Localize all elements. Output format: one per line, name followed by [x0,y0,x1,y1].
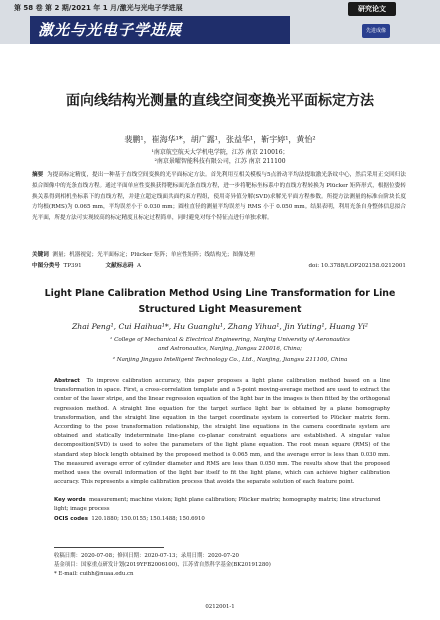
abstract-english-text: To improve calibration accuracy, this paper proposes a light plane calibration method based on a line transformation in space. First, a cross-correlation template and a 5-point moving-average method are used to extract the center of the laser stripe, and the linear regression equation of the light bar in the images is then fitted by the orthogonal regression method. A straight line equation for the target surface light bar is obtained by a plane homography transformation, and the straight line equation in the target coordinate system is converted to Plücker matrix form. According to the pose transformation relationship, the straight line equations in the camera coordinate system are obtained and statically indeterminate line-plane co-planar constraint equations are established. A singular value decomposition(SVD) is used to solve the parameters of the light plane equation. The root mean square (RMS) of the standard step block length obtained by the proposed method is 0.065 mm, and the average error is less than 0.030 mm. The measured average error of cylinder diameter and RMS are less than 0.050 mm. The results show that the proposed method uses the overall information of the light bar itself to fit the light plane, which can achieve higher calibration accuracy. This represents a simple calibration process that avoids the separate solution of each feature point. [54,378,391,486]
clc-value: TP391 [63,263,82,269]
doi: doi: 10.3788/LOP202158.0212001 [308,263,406,269]
abstract-chinese [32,170,406,224]
page-number: 0212001-1 [205,604,235,610]
keywords-english-text: measurement; machine vision; light plane calibration; Plücker matrix; homography matrix; line structured light; image process [54,497,381,512]
affiliation-english-1: ¹ College of Mechanical & Electrical Engineering, Nanjing University of Aeronautics [110,337,350,343]
keywords-english [54,496,390,514]
affiliation-chinese-2: ²南京景曜智能科技有限公司，江苏 南京 211100 [154,158,286,165]
journal-tag: 先进成像 [362,24,390,38]
ocis-label: OCIS codes [54,516,88,522]
section-badge: 研究论文 [348,2,396,16]
footnote-funding: 基金项目：国家重点研发计划(2019YFB2006100)、江苏省自然科学基金(BK20191280) [54,562,271,568]
authors-english: Zhai Peng¹, Cui Haihua¹*, Hu Guanglu¹, Zhang Yihua¹, Jin Yuting¹, Huang Yi² [72,322,368,331]
authors-chinese: 裴鹏¹，崔海华¹*，胡广露¹，张益华¹，靳宇婷¹，黄怡² [124,135,316,144]
footnote-dates: 收稿日期：2020-07-08；修回日期：2020-07-13；录用日期：2020-07-20 [54,553,239,559]
affiliation-english-2: and Astronautics, Nanjing, Jiangsu 210016, China; [158,346,302,352]
keywords-chinese-text: 测量；机器视觉；光平面标定；Plücker 矩阵；单应性矩阵；线结构光；图像处理 [52,252,255,258]
footnote-email: * E-mail: cuihh@nuaa.edu.cn [54,571,134,577]
journal-banner: 激光与光电子学进展 [30,16,290,44]
footnote-divider [54,547,164,548]
abstract-chinese-label: 摘要 [32,172,44,178]
ocis-codes [54,515,390,524]
title-chinese: 面向线结构光测量的直线空间变换光平面标定方法 [66,93,374,109]
issue-info: 第 58 卷 第 2 期/2021 年 1 月/激光与光电子学进展 [14,4,183,12]
abstract-english-label: Abstract [54,378,80,384]
abstract-chinese-text: 为提高标定精度，提出一种基于直线空间变换的光平面标定方法。首先利用互相关模板与5点滑动平均法提取激光条纹中心，然后采用正交回归法拟合图像中的光条直线方程。通过平面单应性变换获得靶标面光条直线方程，进一步将靶标坐标系中的直线方程转换为 Plücker 矩阵形式，根据位姿转换关系得到相机坐标系下的直线方程，并建立超定线面共面约束方程组，使用奇异值分解(SVD)求解光平面方程参数。所提方法测量的标准台阶块长度方均根(RMS)为 0.065 mm，平均误差小于 0.030 mm；圆柱直径的测量平均误差与 RMS 小于 0.050 mm。结果表明，利用光条自身整体信息拟合光平面，所提方法可实现较高的标定精度且标定过程简单，同时避免对每个特征点进行单独求解。 [32,172,406,222]
title-english: Light Plane Calibration Method Using Line Transformation for Line Structured Light Measurement [44,288,396,315]
clc-label: 中图分类号 [32,263,60,269]
doc-code-value: A [137,263,142,269]
affiliation-chinese-1: ¹南京航空航天大学机电学院，江苏 南京 210016； [151,149,289,156]
abstract-english [54,377,390,487]
keywords-chinese-label: 关键词 [32,252,49,258]
doc-code-label: 文献标志码 [105,263,134,269]
keywords-english-label: Key words [54,497,86,503]
keywords-chinese [32,251,406,260]
ocis-values: 120.1880; 150.0155; 150.1488; 150.6910 [91,516,205,522]
classification-chinese [32,262,406,271]
affiliation-english-3: ² Nanjing Jingyao Intelligent Technology Co., Ltd., Nanjing, Jiangsu 211100, China [112,357,348,363]
